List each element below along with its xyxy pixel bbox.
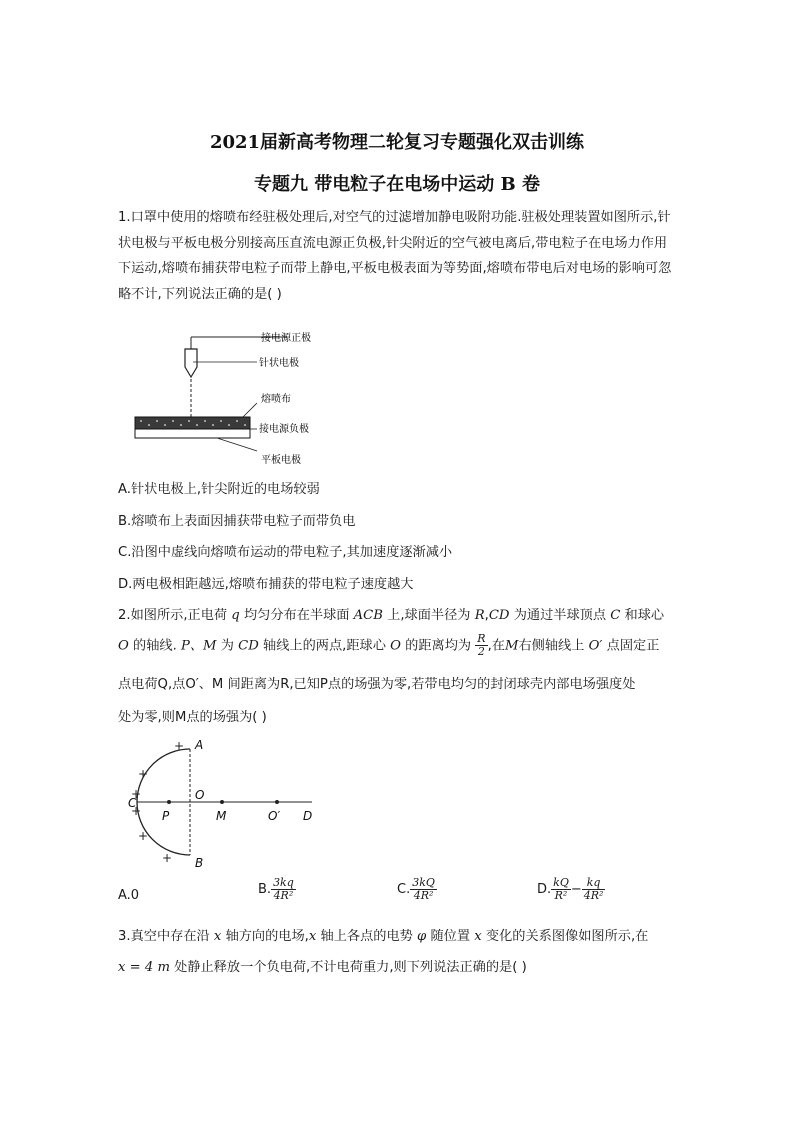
label-meltblown-cloth: 熔喷布 — [261, 394, 291, 405]
question-3-line-2: x = 4 m 处静止释放一个负电荷,不计电荷重力,则下列说法正确的是( ) — [118, 960, 527, 975]
question-1-option-c: C.沿图中虚线向熔喷布运动的带电粒子,其加速度逐渐减小 — [118, 545, 453, 560]
question-2-option-c: C. $\frac{3kQ}{\text{4R²}}$ — [397, 876, 435, 902]
question-1-option-a: A.针状电极上,针尖附近的电场较弱 — [118, 482, 320, 497]
point-b-label: B — [195, 856, 204, 870]
label-positive-terminal: 接电源正极 — [261, 333, 311, 344]
label-plate-electrode: 平板电极 — [261, 455, 301, 466]
question-2-line-2: O 的轴线. P、M 为 CD 轴线上的两点,距球心 O 的距离均为 $\frac{R}{2}$ ,在M右侧轴线上 O′ 点固定正 — [118, 632, 660, 658]
point-m-label: M — [216, 809, 227, 823]
question-3-line-1: 3.真空中存在沿 x 轴方向的电场,x 轴上各点的电势 φ 随位置 x 变化的关系图像如图所示,在 — [118, 929, 649, 944]
svg-text:+: + — [131, 787, 142, 801]
point-a-label: A — [195, 738, 204, 752]
svg-text:+: + — [131, 804, 142, 818]
question-2-option-a: A.0 — [118, 888, 140, 903]
label-needle-electrode: 针状电极 — [259, 358, 299, 369]
document-title: 2021届新高考物理二轮复习专题强化双击训练 — [209, 132, 585, 153]
question-1-stem: 1.口罩中使用的熔喷布经驻极处理后,对空气的过滤增加静电吸附功能.驻极处理装置如图所示,针状电极与平板电极分别接高压直流电源正负极,针尖附近的空气被电离后,带电粒子在电场力作用下运动,熔喷布捕获带电粒子而带上静电,平板电极表面为等势面,熔喷布带电后对电场的影响可忽略不计,下列说法正确的是( ) — [118, 210, 672, 302]
question-1-option-d: D.两电极相距越远,熔喷布捕获的带电粒子速度越大 — [118, 577, 414, 592]
question-2-line-3: 点电荷Q,点O′、M 间距离为R,已知P点的场强为零,若带电均匀的封闭球壳内部电场强度处 — [118, 677, 636, 692]
question-2-option-b: B. $\frac{3kq}{\text{4R²}}$ — [258, 876, 294, 902]
fraction-r-over-2: $\frac{R}{2}$ — [477, 632, 486, 658]
point-p-label: P — [162, 809, 170, 823]
question-2-option-d: D. $\frac{kQ}{\text{R²}}$ − $\frac{kq}{\text{4R²}}$ — [537, 876, 604, 902]
point-c-label: C — [128, 796, 137, 810]
hemisphere-figure — [122, 735, 322, 870]
svg-text:+: + — [138, 829, 149, 843]
needle-electrode-figure — [125, 325, 325, 470]
point-d-label: D — [303, 809, 313, 823]
svg-text:+: + — [162, 851, 173, 865]
question-1-option-b: B.熔喷布上表面因捕获带电粒子而带负电 — [118, 514, 356, 529]
point-oprime-label: O′ — [268, 809, 281, 823]
document-subtitle: 专题九 带电粒子在电场中运动 B 卷 — [253, 174, 540, 195]
label-negative-terminal: 接电源负极 — [259, 424, 309, 435]
svg-text:+: + — [138, 767, 149, 781]
point-o-label: O — [195, 788, 205, 802]
question-2-line-4: 处为零,则M点的场强为( ) — [118, 710, 267, 725]
question-2-line-1: 2.如图所示,正电荷 q 均匀分布在半球面 ACB 上,球面半径为 R,CD 为通过半球顶点 C 和球心 — [118, 608, 665, 623]
svg-text:+: + — [174, 739, 185, 753]
